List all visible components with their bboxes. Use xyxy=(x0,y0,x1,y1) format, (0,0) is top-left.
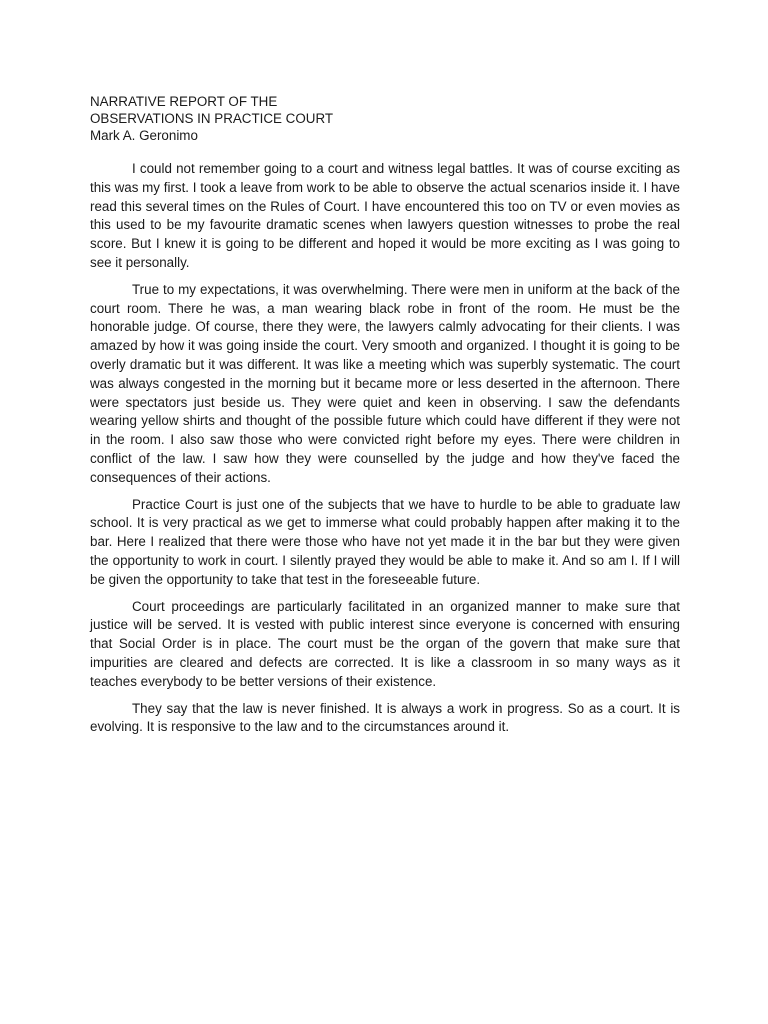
document-page xyxy=(90,93,680,745)
paragraph-2: True to my expectations, it was overwhelming. There were men in uniform at the back of the court room. There he was, a man wearing black robe in front of the room. He must be the honorable judge. Of course, there they were, the lawyers calmly advocating for their clients. I was amazed by how it was going inside the court. Very smooth and organized. I thought it is going to be overly dramatic but it was different. It was like a meeting which was superbly systematic. The court was always congested in the morning but it became more or less deserted in the afternoon. There were spectators just beside us. They were quiet and keen in observing. I saw the defendants wearing yellow shirts and thought of the possible future which could have different if they were not in the room. I also saw those who were convicted right before my eyes. There were children in conflict of the law. I saw how they were counselled by the judge and how they've faced the consequences of their actions. xyxy=(90,281,680,485)
paragraph-5: They say that the law is never finished. It is always a work in progress. So as a court. It is evolving. It is responsive to the law and to the circumstances around it. xyxy=(90,700,680,735)
paragraph-1: I could not remember going to a court and witness legal battles. It was of course exciting as this was my first. I took a leave from work to be able to observe the actual scenarios inside it. I have read this several times on the Rules of Court. I have encountered this too on TV or even movies as this used to be my favourite dramatic scenes when lawyers question witnesses to probe the real score. But I knew it is going to be different and hoped it would be more exciting as I was going to see it personally. xyxy=(90,161,680,270)
document-title-line-2: OBSERVATIONS IN PRACTICE COURT xyxy=(90,111,334,126)
author-name: Mark A. Geronimo xyxy=(90,128,198,143)
paragraph-3: Practice Court is just one of the subjects that we have to hurdle to be able to graduate law school. It is very practical as we get to immerse what could probably happen after making it to the bar. Here I realized that there were those who have not yet made it in the bar but they were given the opportunity to work in court. I silently prayed they would be able to make it. And so am I. If I will be given the opportunity to take that test in the foreseeable future. xyxy=(90,496,680,587)
paragraph-4: Court proceedings are particularly facilitated in an organized manner to make sure that justice will be served. It is vested with public interest since everyone is concerned with ensuring that Social Order is in place. The court must be the organ of the govern that make sure that impurities are cleared and defects are corrected. It is like a classroom in so many ways as it teaches everybody to be better versions of their existence. xyxy=(90,598,680,689)
document-title-line-1: NARRATIVE REPORT OF THE xyxy=(90,94,278,109)
